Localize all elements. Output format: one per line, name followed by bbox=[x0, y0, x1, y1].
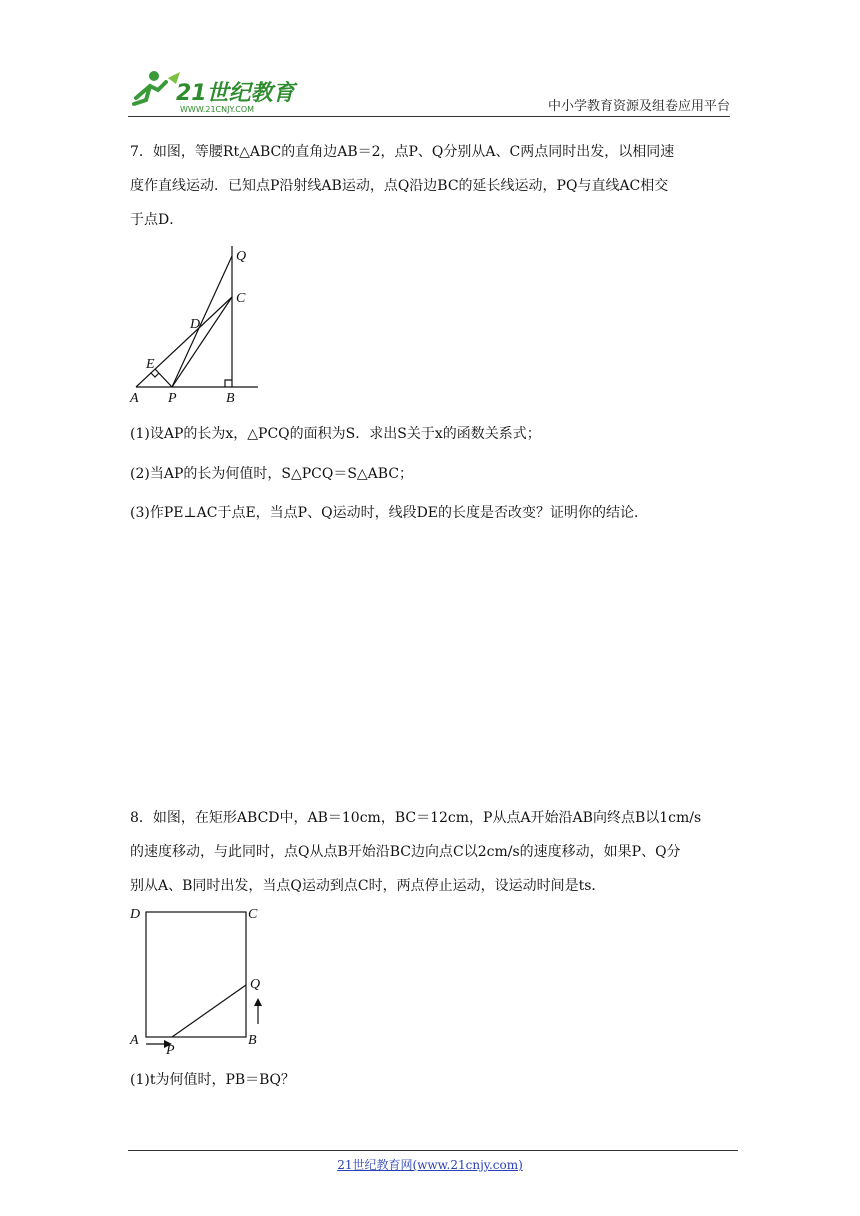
footer-divider bbox=[128, 1150, 738, 1151]
q7-part3: (3)作PE⊥AC于点E，当点P、Q运动时，线段DE的长度是否改变？证明你的结论． bbox=[130, 505, 649, 521]
q8-line3: 别从A、B同时出发，当点Q运动到点C时，两点停止运动，设运动时间是ts． bbox=[130, 878, 606, 894]
platform-name: 中小学教育资源及组卷应用平台 bbox=[547, 99, 730, 114]
logo-text: 21世纪教育 bbox=[176, 81, 295, 106]
q7-part2: (2)当AP的长为何值时，S△PCQ＝S△ABC； bbox=[130, 466, 414, 482]
arrow-up-icon bbox=[254, 998, 262, 1006]
q7-line2: 度作直线运动．已知点P沿射线AB运动，点Q沿边BC的延长线运动，PQ与直线AC相交 bbox=[130, 178, 669, 194]
q8-figure bbox=[128, 900, 278, 1058]
q7-part1: (1)设AP的长为x，△PCQ的面积为S．求出S关于x的函数关系式； bbox=[130, 426, 541, 442]
label-b: B bbox=[226, 391, 235, 406]
label-p: P bbox=[166, 1043, 175, 1058]
label-a: A bbox=[130, 391, 139, 406]
logo-url: WWW.21CNJY.COM bbox=[180, 105, 255, 114]
line-pq bbox=[172, 985, 246, 1037]
runner-icon bbox=[134, 71, 180, 104]
line-pe bbox=[155, 369, 172, 387]
label-q: Q bbox=[250, 977, 261, 992]
label-b: B bbox=[248, 1033, 257, 1048]
q8-line1: 8．如图，在矩形ABCD中，AB＝10cm，BC＝12cm，P从点A开始沿AB向终点B以1cm/s bbox=[130, 810, 702, 826]
q7-line1: 7．如图，等腰Rt△ABC的直角边AB＝2，点P、Q分别从A、C两点同时出发，以相同速 bbox=[130, 144, 675, 160]
label-e: E bbox=[146, 357, 155, 372]
label-d: D bbox=[130, 907, 141, 922]
site-logo bbox=[128, 68, 298, 114]
right-angle-b bbox=[225, 380, 232, 387]
q8-line2: 的速度移动，与此同时，点Q从点B开始沿BC边向点C以2cm/s的速度移动，如果P、Q分 bbox=[130, 844, 681, 860]
line-ac bbox=[136, 297, 232, 387]
q7-figure bbox=[128, 242, 268, 406]
q8-part1: (1)t为何值时，PB＝BQ？ bbox=[130, 1072, 295, 1088]
label-q: Q bbox=[236, 249, 247, 264]
footer-link[interactable]: 21世纪教育网(www.21cnjy.com) bbox=[337, 1158, 523, 1172]
label-a: A bbox=[130, 1033, 139, 1048]
header-divider bbox=[128, 116, 730, 117]
label-p: P bbox=[168, 391, 177, 406]
line-pc bbox=[172, 297, 232, 387]
rectangle-abcd bbox=[146, 912, 246, 1037]
label-d: D bbox=[190, 317, 201, 332]
label-c: C bbox=[248, 907, 258, 922]
right-angle-e bbox=[151, 373, 159, 377]
line-pq bbox=[172, 256, 232, 387]
label-c: C bbox=[236, 291, 246, 306]
q7-line3: 于点D． bbox=[130, 212, 184, 228]
